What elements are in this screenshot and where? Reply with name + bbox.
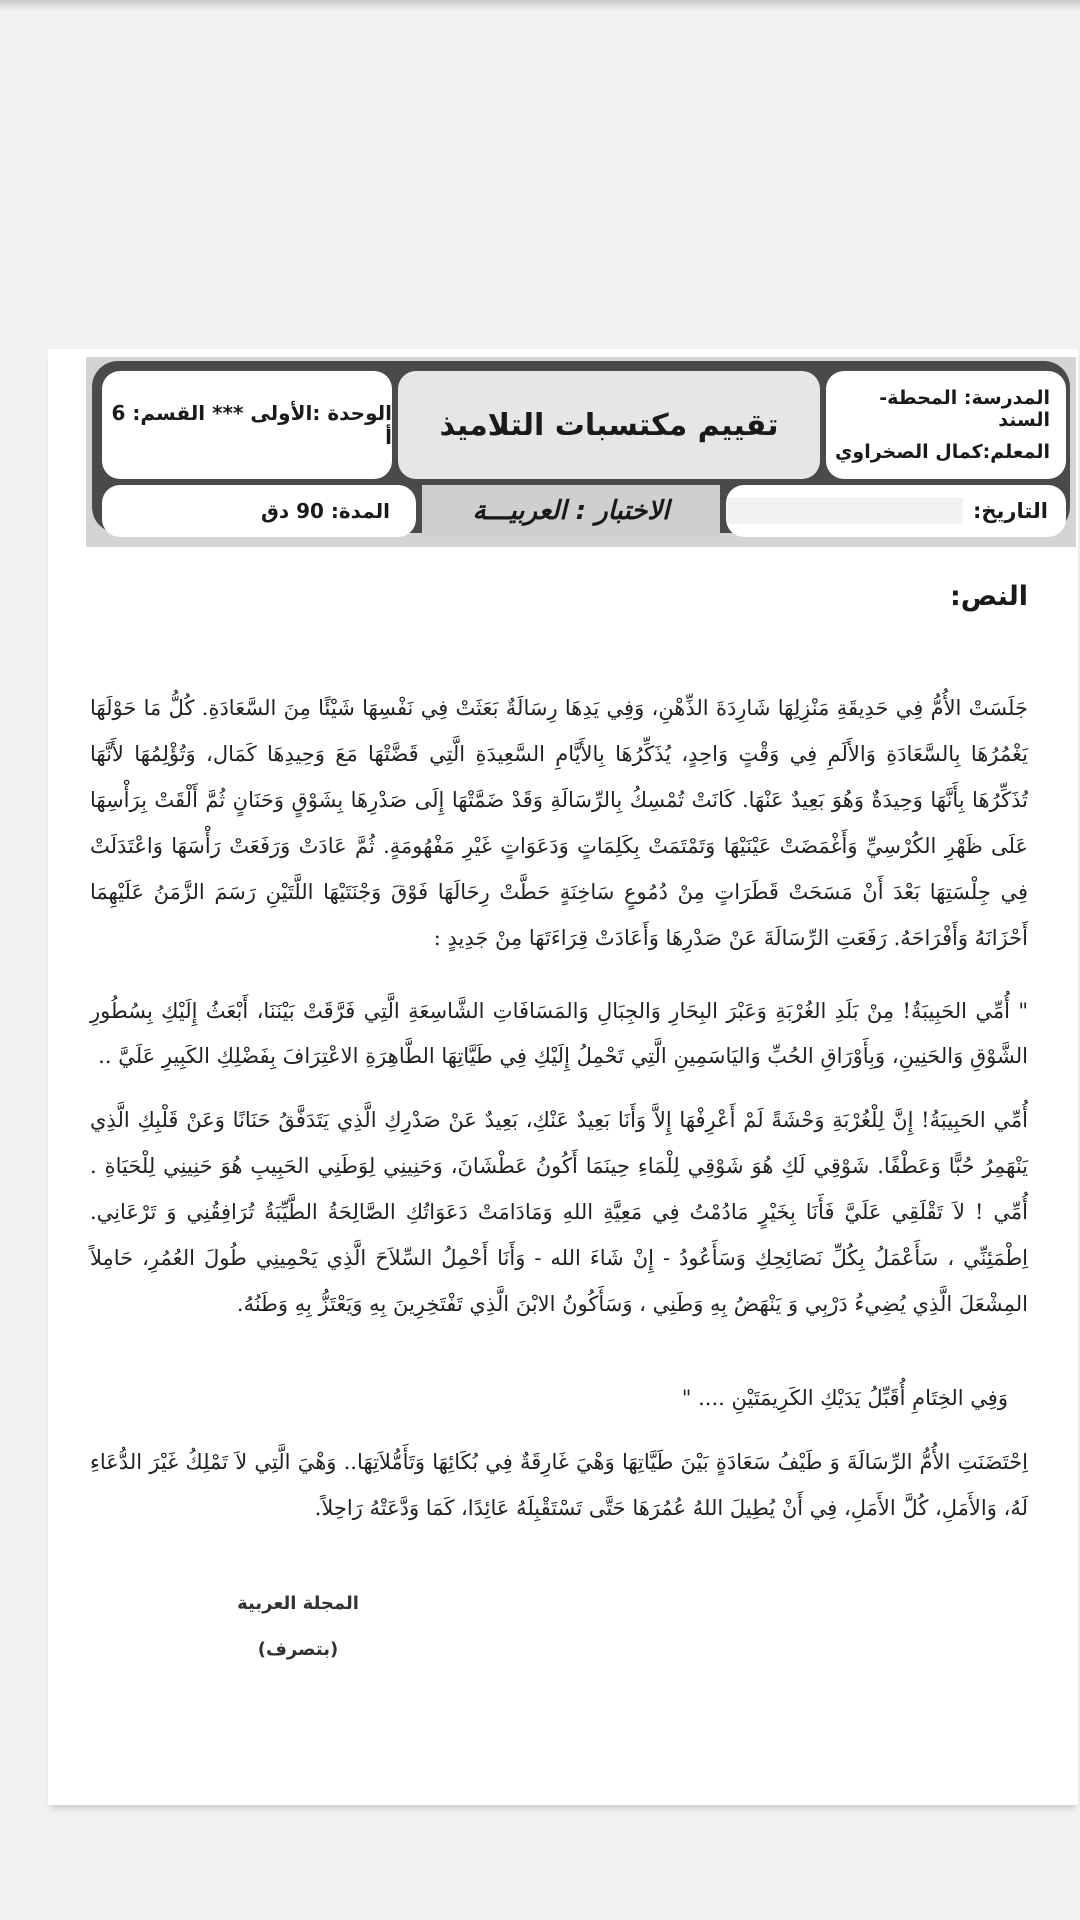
- unit-class-box: [102, 371, 392, 479]
- unit-class-label: الوحدة :الأولى *** القسم: 6 أ: [111, 401, 392, 449]
- exam-page: [48, 349, 1078, 1805]
- paragraph-letter-body: أُمِّي الحَبِيبَةُ! إِنَّ لِلْغُرْبَةِ وَحْشَةً لَمْ أَعْرِفْهَا إِلاَّ وَأَنَا بَعِيدٌ عَنْكِ، بَعِيدٌ عَنْ صَدْرِكِ الَّذِي يَتَدَفَّقُ حَنَانًا وَعَنْ قَلْبِكِ الَّذِي يَنْهَمِرُ حُبًّا وَعَطْفًا. شَوْقِي لَكِ هُوَ شَوْقِي لِلْمَاءِ حِينَمَا أَكُونُ عَطْشَانَ، وَحَنِينِي لِوَطَنِي الحَبِيبِ هُوَ حَنِينِي لِلْحَيَاةِ . أُمِّي ! لاَ تَقْلَقِي عَلَيَّ فَأَنَا بِخَيْرٍ مَادُمْتُ فِي مَعِيَّةِ اللهِ وَمَادَامَتْ دَعَوَاتُكِ الصَّالِحَةُ الطَّيِّبَةُ تُرَافِقُنِي وَ تَرْعَانِي. اِطْمَئِنِّي ، سَأَعْمَلُ بِكُلِّ نَصَائِحِكِ وَسَأَعُودُ - إِنْ شَاءَ الله - وَأَنَا أَحْمِلُ السِّلاَحَ الَّذِي يَحْمِينِي طُولَ العُمُرِ، حَامِلاً المِشْعَلَ الَّذِي يُضِيءُ دَرْبِي وَ يَنْهَضُ بِهِ وَطَنِي ، وَسَأَكُونُ الابْنَ الَّذِي تَفْتَخِرِينَ بِهِ وَيَعْتَزُّ بِهِ وَطَنُهُ.: [90, 1108, 1029, 1316]
- duration-box: [102, 485, 416, 537]
- top-edge-shadow: [0, 0, 1080, 10]
- date-label: التاريخ:: [972, 499, 1048, 523]
- exam-subject-label: الاختبار : العربيـــة: [472, 496, 670, 526]
- paragraph-letter-opening: " أُمِّي الحَبِيبَةُ! مِنْ بَلَدِ الغُرْبَةِ وَعَبْرَ البِحَارِ وَالجِبَالِ وَالمَسَافَاتِ الشَّاسِعَةِ الَّتِي فَرَّقَتْ بَيْنَنَا، أَبْعَثُ إِلَيْكِ بِسُطُورِ الشَّوْقِ وَالحَنِينِ، وَبِأَوْرَاقِ الحُبِّ وَاليَاسَمِينِ الَّتِي تَحْمِلُ إِلَيْكِ فِي طَيَّاتِهَا الطَّاهِرَةِ الاعْتِرَافَ بِفَضْلِكِ الكَبِيرِ عَلَيَّ ..: [90, 999, 1028, 1068]
- exam-title: تقييم مكتسبات التلاميذ: [439, 407, 779, 443]
- exam-header: [86, 357, 1076, 547]
- school-label: المدرسة: المحطة- السند: [879, 387, 1050, 431]
- teacher-label: المعلم:كمال الصخراوي: [834, 441, 1050, 463]
- duration-label: المدة: 90 دق: [260, 499, 390, 523]
- source-note: (بتصرف): [257, 1639, 339, 1660]
- source-name: المجلة العربية: [237, 1593, 359, 1614]
- date-redacted-field: [727, 498, 963, 524]
- paragraph-letter-closing: وَفِي الخِتَامِ أُقَبِّلُ يَدَيْكِ الكَرِيمَتَيْنِ .... ": [681, 1386, 1008, 1410]
- school-info-box: [826, 371, 1066, 479]
- paragraph-conclusion: اِحْتَضَنَتِ الأُمُّ الرِّسَالَةَ وَ طَيْفُ سَعَادَةٍ بَيْنَ طَيَّاتِهَا وَهْيَ غَارِقَةٌ فِي بُكَائِهَا وَتَأَمُّلاَتِهَا.. وَهْيَ الَّتِي لاَ تَمْلِكُ غَيْرَ الدُّعَاءِ لَهُ، وَالأَمَلِ، كُلَّ الأَمَلِ، فِي أَنْ يُطِيلَ اللهُ عُمُرَهَا حَتَّى تَسْتَقْبِلَهُ عَائِدًا، كَمَا وَدَّعَتْهُ رَاحِلاً.: [90, 1450, 1028, 1520]
- header-frame: [92, 361, 1070, 533]
- exam-subject-box: [422, 485, 720, 537]
- date-box: [726, 485, 1066, 537]
- section-heading: النص:: [949, 581, 1028, 612]
- title-box: [398, 371, 820, 479]
- paragraph-intro: جَلَسَتْ الأُمُّ فِي حَدِيقَةِ مَنْزِلِهَا شَارِدَةَ الذِّهْنِ، وَفِي يَدِهَا رِسَالَةٌ بَعَثَتْ فِي نَفْسِهَا شَيْئًا مِنَ السَّعَادَةِ. كُلُّ مَا حَوْلَهَا يَغْمُرُهَا بِالسَّعَادَةِ وَالأَلَمِ فِي وَقْتٍ وَاحِدٍ، يُذَكِّرُهَا بِالأَيَّامِ السَّعِيدَةِ الَّتِي قَضَّتْهَا مَعَ وَحِيدِهَا كَمَال، وَتُؤْلِمُهَا لأَنَّهَا تُذَكِّرُهَا بِأَنَّهَا وَحِيدَةٌ وَهُوَ بَعِيدٌ عَنْهَا. كَانَتْ تُمْسِكُ بِالرِّسَالَةِ وَقَدْ ضَمَّتْهَا إِلَى صَدْرِهَا بِشَوْقٍ وَحَنَانٍ ثُمَّ أَلْقَتْ بِرَأْسِهَا عَلَى ظَهْرِ الكُرْسِيِّ وَأَغْمَضَتْ عَيْنَيْهَا وَتَمْتَمَتْ بِكَلِمَاتٍ وَدَعَوَاتٍ غَيْرِ مَفْهُومَةٍ. ثُمَّ عَادَتْ وَرَفَعَتْ رَأْسَهَا وَاعْتَدَلَتْ فِي جِلْسَتِهَا بَعْدَ أَنْ مَسَحَتْ قَطَرَاتٍ مِنْ دُمُوعٍ سَاخِنَةٍ حَطَّتْ رِحَالَهَا فَوْقَ وَجْنَتَيْهَا اللَّتَيْنِ رَسَمَ الزَّمَنُ عَلَيْهِمَا أَحْزَانَهُ وَأَفْرَاحَهُ. رَفَعَتِ الرِّسَالَةَ عَنْ صَدْرِهَا وَأَعَادَتْ قِرَاءَتَهَا مِنْ جَدِيدٍ :: [90, 696, 1028, 950]
